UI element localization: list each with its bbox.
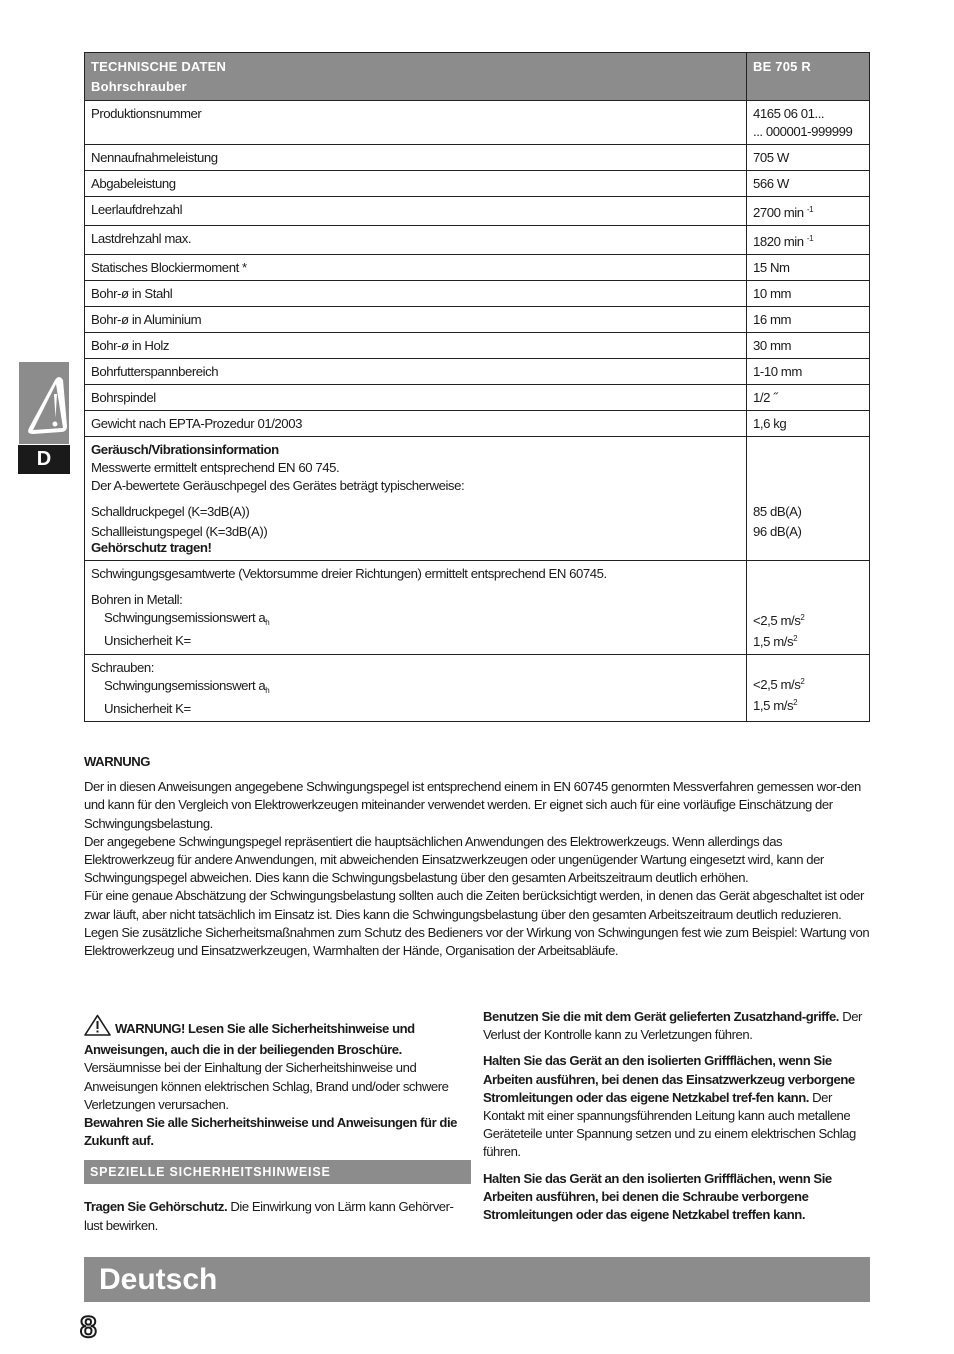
emission-label: Schwingungsemissionswert $a_h$ [104, 678, 270, 695]
vibration-info [85, 561, 747, 655]
row-value: 15 Nm [747, 255, 870, 281]
general-warning: WARNUNG! Lesen Sie alle Sicherheitshinweise und Anweisungen, auch die in der beiliegenden Broschüre. Versäumnisse bei der Einhaltung der Sicherheitshinweise und Anweisungen können elektrischen Schlag, Brand und/oder schwere Verletzungen verursachen. [84, 1014, 471, 1114]
metal-title: Bohren in Metall: [91, 592, 183, 607]
language-letter: D [18, 445, 70, 474]
table-row [85, 359, 870, 385]
language-side-tab [18, 361, 70, 474]
screw-emission-value: <2,5 $m/s^2$ [753, 677, 805, 692]
row-label: Bohr-ø in Aluminium [85, 307, 747, 333]
table-row [85, 385, 870, 411]
uncertainty-label: Unsicherheit K= [104, 701, 191, 716]
safety-paragraph: Halten Sie das Gerät an den isolierten Griffflächen, wenn Sie Arbeiten ausführen, bei denen das Einsatzwerkzeug verborgene Stromleitungen oder das eigene Netzkabel tref-fen kann. Der Kontakt mit einer spannungsführenden Leitung kann auch metallene Geräteteile unter Spannung setzen und zu einem elektrischen Schlag führen. [483, 1053, 856, 1160]
warning-paragraph: Der in diesen Anweisungen angegebene Schwingungspegel ist entsprechend einem in EN 60745 genormten Messverfahren gemessen wor-den und kann für den Vergleich von Elektrowerkzeugen miteinander verwendet werden. Er eignet sich auch für eine vorläufige Einschätzung der Schwingungsbelastung. [84, 779, 861, 831]
warning-title: WARNUNG [84, 754, 150, 769]
noise-info [85, 437, 747, 561]
row-label: Bohrfutterspannbereich [85, 359, 747, 385]
vibration-metal-row [85, 561, 870, 655]
table-row [85, 281, 870, 307]
row-label: Bohr-ø in Stahl [85, 281, 747, 307]
row-value: 1/2 ˝ [747, 385, 870, 411]
row-value: 566 W [747, 171, 870, 197]
screw-uncertainty-value: 1,5 $m/s^2$ [753, 698, 798, 713]
warning-paragraph: Legen Sie zusätzliche Sicherheitsmaßnahmen zum Schutz des Bedieners vor der Wirkung von Schwingungen fest wie zum Beispiel: Wartung von Elektrowerkzeug und Einsatzwerkzeugen, Warmhalten der Hände, Organisation der Arbeitsabläufe. [84, 924, 870, 959]
warning-exclamation-icon [18, 361, 70, 445]
table-row [85, 307, 870, 333]
emission-label: Schwingungsemissionswert $a_h$ [104, 610, 270, 627]
row-value: 2700 min $^{-1}$ [747, 197, 870, 226]
row-value: 16 mm [747, 307, 870, 333]
row-label: Statisches Blockiermoment * [85, 255, 747, 281]
right-column [483, 1008, 870, 1232]
warning-paragraph: Für eine genaue Abschätzung der Schwingungsbelastung sollten auch die Zeiten berücksichtigt werden, in denen das Gerät abgeschaltet ist oder zwar läuft, aber nicht tatsächlich im Einsatz ist. Dies kann die Schwingungsbelastung über den gesamten Arbeitszeitraum deutlich reduzieren. [84, 888, 864, 922]
pressure-value: 85 dB(A) [753, 504, 802, 519]
vibration-metal-values [747, 561, 870, 655]
screw-info [85, 655, 747, 722]
row-value: 4165 06 01... ... 000001-999999 [747, 101, 870, 145]
row-label: Bohrspindel [85, 385, 747, 411]
table-header-label [85, 53, 747, 101]
noise-row [85, 437, 870, 561]
uncertainty-label: Unsicherheit K= [104, 633, 191, 648]
row-label: Leerlaufdrehzahl [85, 197, 747, 226]
row-value: 1,6 kg [747, 411, 870, 437]
noise-values [747, 437, 870, 561]
vibration-screw-row [85, 655, 870, 722]
metal-emission-value: <2,5 $m/s^2$ [753, 613, 805, 628]
row-value: 10 mm [747, 281, 870, 307]
table-row [85, 101, 870, 145]
language-footer-bar [84, 1257, 870, 1302]
warning-triangle-icon [84, 1014, 111, 1041]
table-row [85, 411, 870, 437]
hearing-protection-paragraph: Tragen Sie Gehörschutz. Die Einwirkung von Lärm kann Gehörver-lust bewirken. [84, 1199, 454, 1233]
row-label: Abgabeleistung [85, 171, 747, 197]
model-header: BE 705 R [747, 53, 870, 101]
table-row [85, 333, 870, 359]
header-subtitle: Bohrschrauber [91, 79, 187, 94]
row-value: 705 W [747, 145, 870, 171]
row-label: Nennaufnahmeleistung [85, 145, 747, 171]
screw-title: Schrauben: [91, 660, 154, 675]
hearing-protection-note: Gehörschutz tragen! [91, 540, 212, 555]
row-label: Produktionsnummer [85, 101, 747, 145]
warning-section [84, 753, 870, 960]
metal-uncertainty-value: 1,5 $m/s^2$ [753, 634, 798, 649]
special-safety-heading: SPEZIELLE SICHERHEITSHINWEISE [84, 1160, 471, 1184]
row-value: 1820 min $^{-1}$ [747, 226, 870, 255]
technical-data-table [84, 52, 870, 722]
vibration-screw-values [747, 655, 870, 722]
keep-instructions: Bewahren Sie alle Sicherheitshinweise und Anweisungen für die Zukunft auf. [84, 1115, 457, 1149]
table-row [85, 197, 870, 226]
table-row [85, 171, 870, 197]
row-label: Gewicht nach EPTA-Prozedur 01/2003 [85, 411, 747, 437]
table-header-row [85, 53, 870, 101]
table-row [85, 145, 870, 171]
pressure-label: Schalldruckpegel (K=3dB(A)) [91, 504, 250, 519]
row-value: 1-10 mm [747, 359, 870, 385]
noise-line: Der A-bewertete Geräuschpegel des Gerätes beträgt typischerweise: [91, 478, 465, 493]
row-value: 30 mm [747, 333, 870, 359]
safety-paragraph: Benutzen Sie die mit dem Gerät gelieferten Zusatzhand-griffe. Der Verlust der Kontrolle kann zu Verletzungen führen. [483, 1009, 862, 1043]
warning-paragraph: Der angegebene Schwingungspegel repräsentiert die hauptsächlichen Anwendungen des Elektrowerkzeugs. Wenn allerdings das Elektrowerkzeug für andere Anwendungen, mit abweichenden Einsatzwerkzeugen oder ungenügender Wartung eingesetzt wird, kann der Schwingungspegel abweichen. Dies kann die Schwingungsbelastung über den gesamten Arbeitszeitraum deutlich erhöhen. [84, 833, 824, 886]
page-number: 8 [80, 1311, 97, 1344]
language-title: Deutsch [99, 1263, 218, 1296]
row-label: Bohr-ø in Holz [85, 333, 747, 359]
noise-line: Messwerte ermittelt entsprechend EN 60 745. [91, 460, 340, 475]
row-label: Lastdrehzahl max. [85, 226, 747, 255]
vibration-intro: Schwingungsgesamtwerte (Vektorsumme dreier Richtungen) ermittelt entsprechend EN 60745. [91, 566, 607, 581]
header-title: TECHNISCHE DATEN [91, 59, 227, 74]
table-row [85, 255, 870, 281]
left-column [84, 1014, 471, 1243]
table-row [85, 226, 870, 255]
power-value: 96 dB(A) [753, 524, 802, 539]
power-label: Schallleistungspegel (K=3dB(A)) [91, 524, 268, 539]
safety-paragraph: Halten Sie das Gerät an den isolierten Griffflächen, wenn Sie Arbeiten ausführen, bei denen die Schraube verborgene Stromleitungen oder das eigene Netzkabel treffen kann. [483, 1170, 832, 1223]
noise-title: Geräusch/Vibrationsinformation [91, 442, 279, 457]
